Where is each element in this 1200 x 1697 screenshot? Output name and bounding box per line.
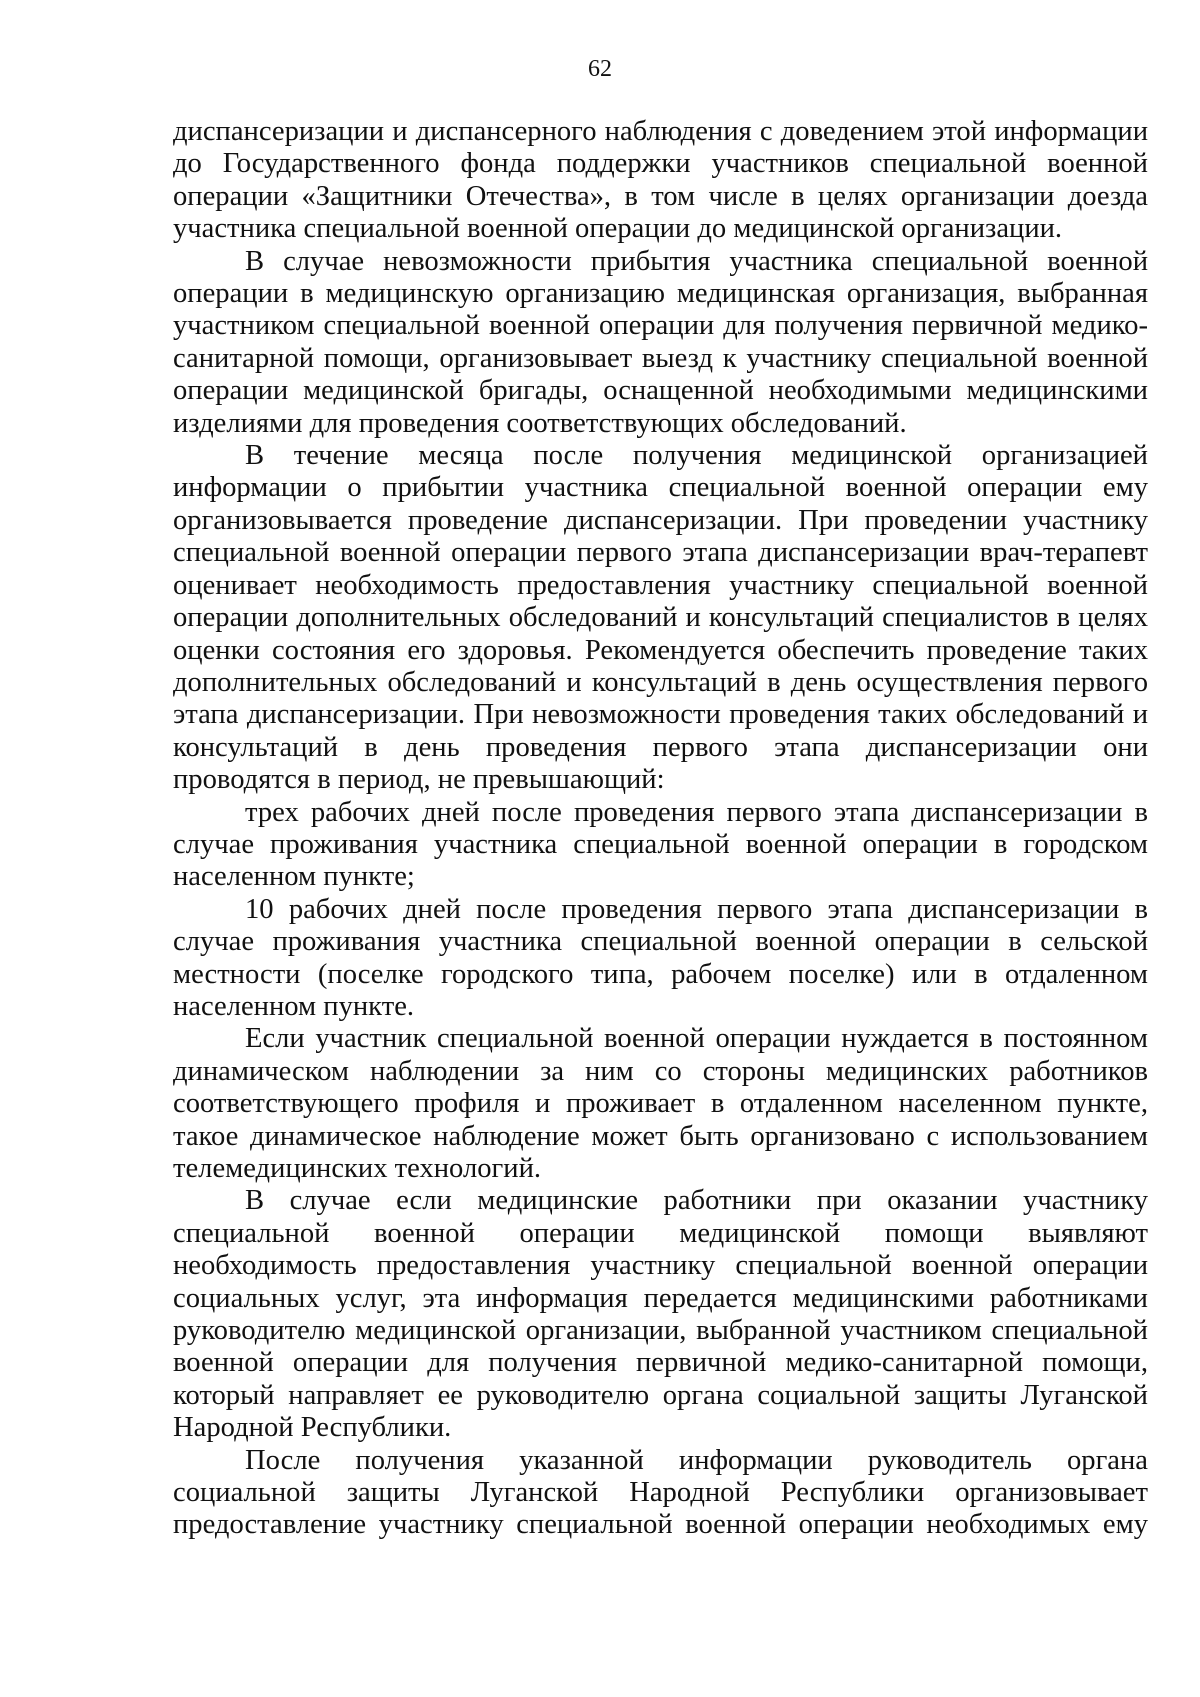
paragraph: В течение месяца после получения медицинской организацией информации о прибытии участника специальной военной операции ему организовывается проведение диспансеризации. При проведении участнику специальной военной операции первого этапа диспансеризации врач-терапевт оценивает необходимость предоставления участнику специальной военной операции дополнительных обследований и консультаций специалистов в целях оценки состояния его здоровья. Рекомендуется обеспечить проведение таких дополнительных обследований и консультаций в день осуществления первого этапа диспансеризации. При невозможности проведения таких обследований и консультаций в день проведения первого этапа диспансеризации они проводятся в период, не превышающий:: [173, 440, 1148, 796]
paragraph: трех рабочих дней после проведения первого этапа диспансеризации в случае проживания участника специальной военной операции в городском населенном пункте;: [173, 796, 1148, 893]
paragraph: диспансеризации и диспансерного наблюдения с доведением этой информации до Государственного фонда поддержки участников специальной военной операции «Защитники Отечества», в том числе в целях организации доезда участника специальной военной операции до медицинской организации.: [173, 116, 1148, 245]
paragraph: Если участник специальной военной операции нуждается в постоянном динамическом наблюдении за ним со стороны медицинских работников соответствующего профиля и проживает в отдаленном населенном пункте, такое динамическое наблюдение может быть организовано с использованием телемедицинских технологий.: [173, 1023, 1148, 1184]
page-number: 62: [588, 56, 612, 82]
paragraph: 10 рабочих дней после проведения первого этапа диспансеризации в случае проживания участника специальной военной операции в сельской местности (поселке городского типа, рабочем поселке) или в отдаленном населенном пункте.: [173, 893, 1148, 1022]
paragraph: В случае невозможности прибытия участника специальной военной операции в медицинскую организацию медицинская организация, выбранная участником специальной военной операции для получения первичной медико-санитарной помощи, организовывает выезд к участнику специальной военной операции медицинской бригады, оснащенной необходимыми медицинскими изделиями для проведения соответствующих обследований.: [173, 245, 1148, 439]
paragraph: В случае если медицинские работники при оказании участнику специальной военной операции медицинской помощи выявляют необходимость предоставления участнику специальной военной операции социальных услуг, эта информация передается медицинскими работниками руководителю медицинской организации, выбранной участником специальной военной операции для получения первичной медико-санитарной помощи, который направляет ее руководителю органа социальной защиты Луганской Народной Республики.: [173, 1185, 1148, 1444]
document-body: [173, 116, 1148, 1542]
paragraph-continued: После получения указанной информации руководитель органа социальной защиты Луганской Народной Республики организовывает предоставление участнику специальной военной операции необходимых ему: [173, 1444, 1148, 1541]
